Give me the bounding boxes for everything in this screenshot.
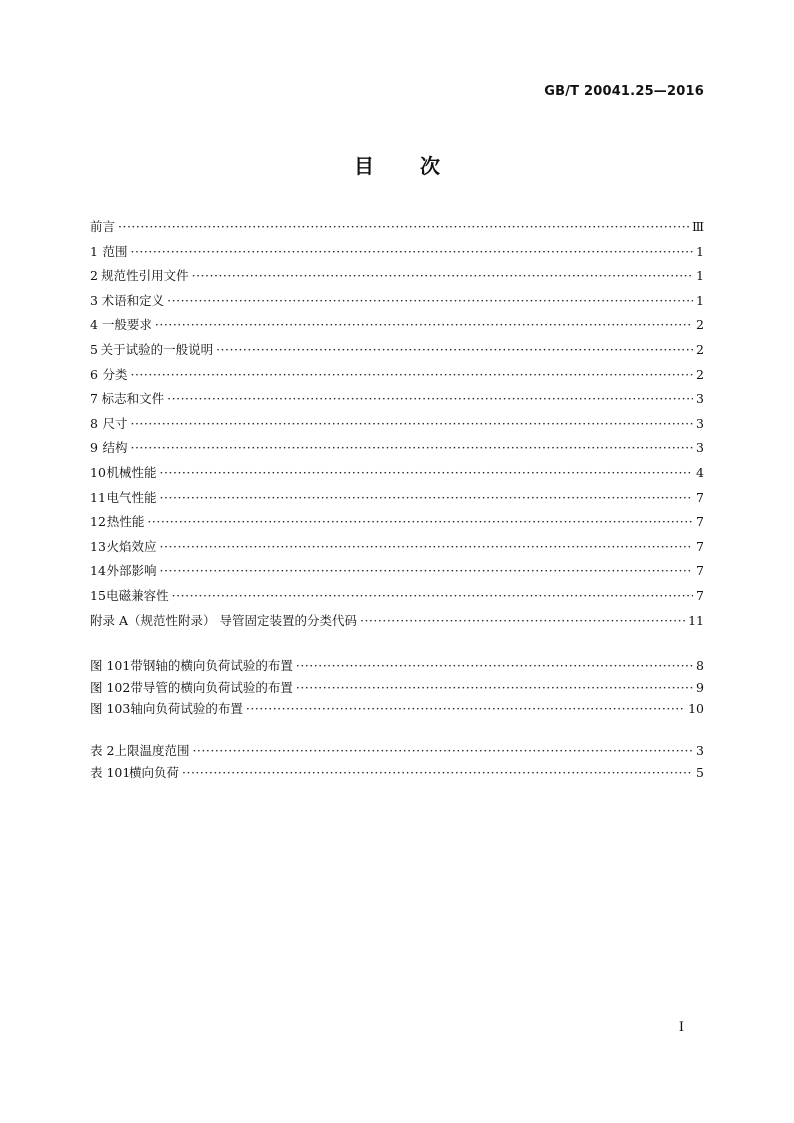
toc-num: 11 [90, 489, 106, 505]
toc-page: 2 [696, 366, 704, 382]
toc-leader [167, 391, 693, 406]
toc-figure-102[interactable] [90, 678, 704, 700]
toc-entry-foreword[interactable] [90, 217, 704, 242]
toc-label: 规范性引用文件 [101, 268, 189, 284]
toc-entry-14[interactable] [90, 561, 704, 586]
toc-entry-7[interactable] [90, 389, 704, 414]
page-number: I [678, 1020, 684, 1035]
toc-page: 7 [696, 538, 704, 554]
toc-num: 8 [90, 415, 98, 431]
toc-label: 前言 [90, 219, 116, 234]
toc-num: 6 [90, 366, 98, 382]
toc-label: 关于试验的一般说明 [100, 341, 214, 357]
toc-entry-11[interactable] [90, 488, 704, 513]
toc-label: 尺寸 [102, 415, 128, 431]
toc-leader [160, 465, 693, 480]
toc-entry-15[interactable] [90, 586, 704, 611]
standard-code: GB/T 20041.25—2016 [544, 84, 704, 99]
toc-page: 7 [696, 563, 704, 579]
toc-leader [130, 440, 693, 455]
toc-label: 电磁兼容性 [106, 587, 169, 603]
toc-entry-6[interactable] [90, 365, 704, 390]
toc-leader [130, 367, 693, 382]
toc-label: 分类 [102, 366, 128, 382]
figure-page: 9 [696, 679, 704, 695]
toc-leader [147, 514, 693, 529]
toc-page: 11 [688, 612, 704, 628]
toc-leader [192, 268, 693, 283]
toc-label: 火焰效应 [106, 538, 157, 554]
toc-entry-2[interactable] [90, 266, 704, 291]
toc-page: 7 [696, 514, 704, 530]
toc-page: 4 [696, 464, 704, 480]
figure-label: 带导管的横向负荷试验的布置 [130, 679, 293, 695]
toc-entry-3[interactable] [90, 291, 704, 316]
toc-num: 14 [90, 563, 106, 579]
figure-num: 图 101 [90, 658, 131, 673]
toc-leader [182, 765, 693, 780]
toc-leader [155, 317, 693, 332]
toc-tables-list [90, 741, 704, 784]
toc-leader [118, 219, 689, 234]
toc-entry-4[interactable] [90, 315, 704, 340]
toc-leader [160, 563, 693, 578]
toc-page: 3 [696, 415, 704, 431]
figure-num: 图 102 [90, 679, 131, 695]
toc-num: 2 [90, 268, 98, 284]
toc-label: 附录 A（规范性附录） 导管固定装置的分类代码 [90, 612, 357, 628]
toc-leader [130, 416, 693, 431]
toc-entry-9[interactable] [90, 438, 704, 463]
toc-leader [172, 588, 693, 603]
toc-entry-12[interactable] [90, 512, 704, 537]
toc-figure-103[interactable] [90, 699, 704, 721]
toc-page: 3 [696, 391, 704, 407]
figure-page: 8 [696, 658, 704, 673]
toc-label: 热性能 [106, 514, 145, 530]
toc-entry-5[interactable] [90, 340, 704, 365]
toc-num: 4 [90, 317, 98, 333]
toc-table-2[interactable] [90, 741, 704, 763]
toc-label: 术语和定义 [101, 292, 165, 308]
toc-main-list [90, 217, 704, 635]
toc-leader [296, 658, 693, 673]
table-label: 横向负荷 [129, 764, 180, 780]
toc-num: 7 [90, 391, 98, 407]
table-page: 3 [696, 743, 704, 758]
table-page: 5 [696, 764, 704, 780]
table-num: 表 2 [90, 743, 115, 758]
toc-label: 外部影响 [106, 563, 157, 579]
toc-page: 7 [696, 489, 704, 505]
toc-num: 10 [90, 464, 106, 480]
toc-page: 1 [696, 268, 704, 284]
toc-num: 13 [90, 538, 106, 554]
toc-leader [296, 680, 693, 695]
toc-leader [192, 743, 693, 758]
toc-label: 结构 [102, 440, 128, 456]
toc-page: 2 [696, 317, 704, 333]
toc-page: 7 [696, 587, 704, 603]
figure-num: 图 103 [90, 701, 131, 716]
toc-num: 5 [90, 341, 98, 357]
page-title: 目次 [354, 154, 486, 178]
toc-leader [130, 244, 693, 259]
toc-page: 1 [696, 243, 704, 259]
figure-page: 10 [688, 701, 704, 716]
toc-label: 电气性能 [106, 489, 157, 505]
toc-leader [160, 539, 693, 554]
toc-entry-annex-a[interactable] [90, 611, 704, 636]
toc-num: 9 [90, 440, 98, 456]
toc-page: 2 [696, 341, 704, 357]
toc-num: 12 [90, 514, 106, 530]
toc-entry-8[interactable] [90, 414, 704, 439]
toc-entry-10[interactable] [90, 463, 704, 488]
toc-table-101[interactable] [90, 763, 704, 785]
figure-label: 带钢轴的横向负荷试验的布置 [130, 658, 293, 673]
toc-num: 15 [90, 587, 106, 603]
toc-entry-13[interactable] [90, 537, 704, 562]
toc-leader [160, 490, 693, 505]
toc-num: 3 [90, 292, 98, 308]
toc-entry-1[interactable] [90, 242, 704, 267]
table-num: 表 101 [90, 764, 131, 780]
toc-label: 机械性能 [106, 464, 157, 480]
toc-page: 1 [696, 292, 704, 308]
figure-label: 轴向负荷试验的布置 [130, 701, 243, 716]
toc-label: 一般要求 [101, 317, 152, 333]
toc-leader [360, 613, 685, 628]
toc-page: 3 [696, 440, 704, 456]
toc-leader [216, 342, 693, 357]
toc-leader [246, 701, 685, 716]
table-label: 上限温度范围 [114, 743, 190, 758]
toc-leader [167, 293, 693, 308]
toc-num: 1 [90, 243, 98, 259]
toc-label: 范围 [102, 243, 128, 259]
toc-figures-list [90, 656, 704, 721]
toc-label: 标志和文件 [101, 391, 165, 407]
toc-figure-101[interactable] [90, 656, 704, 678]
toc-page: Ⅲ [691, 219, 704, 234]
